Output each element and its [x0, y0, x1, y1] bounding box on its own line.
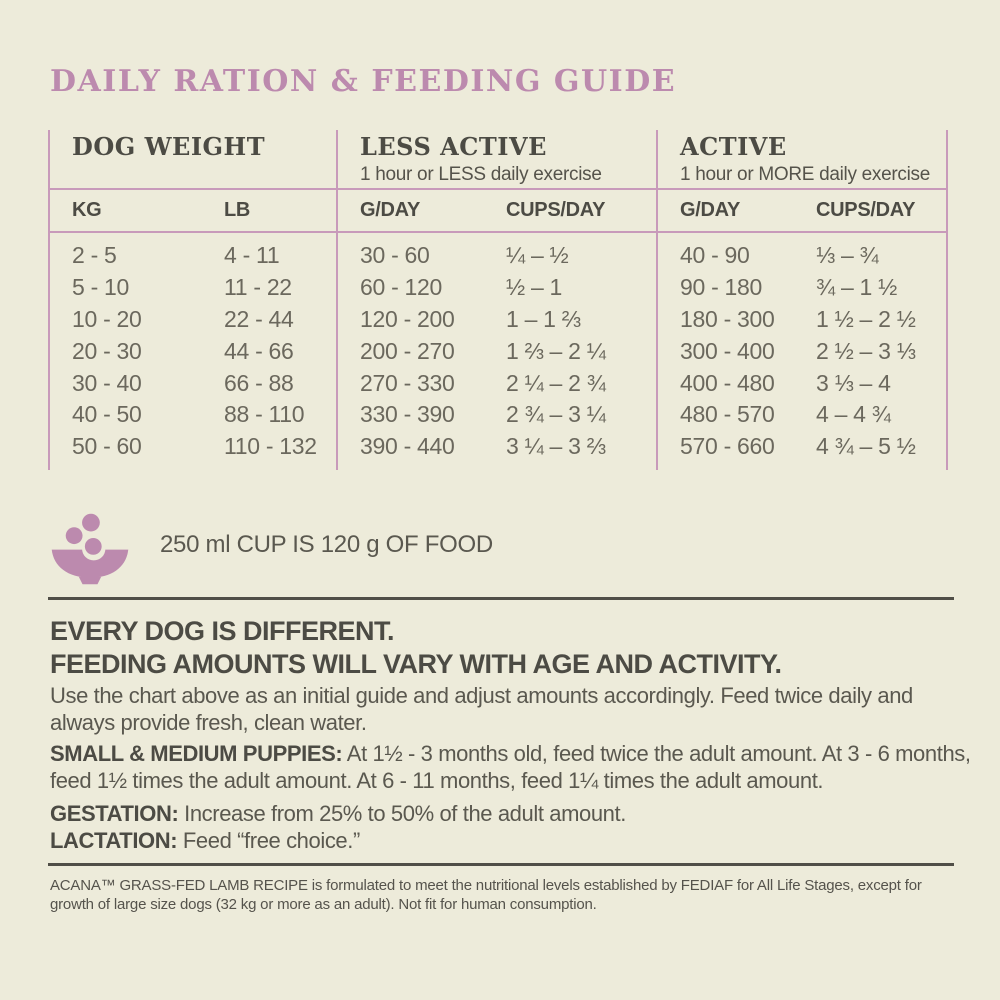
subheader-row	[50, 188, 336, 233]
table-cell-la_g: 330 - 390	[360, 401, 455, 428]
table-cell-a_g: 40 - 90	[680, 242, 750, 269]
table-cell-lb: 88 - 110	[224, 401, 305, 428]
cup-note-text: 250 ml CUP IS 120 g OF FOOD	[160, 531, 493, 558]
table-cell-kg: 2 - 5	[72, 242, 117, 269]
table-cell-a_g: 400 - 480	[680, 369, 775, 396]
lactation-note	[50, 827, 955, 854]
table-cell-la_g: 390 - 440	[360, 433, 455, 460]
table-cell-la_cups: 2 ¼ – 2 ¾	[506, 369, 606, 396]
col-header-gday: G/DAY	[680, 199, 741, 221]
table-group-active	[656, 130, 948, 470]
table-row	[658, 367, 946, 399]
table-cell-a_g: 570 - 660	[680, 433, 775, 460]
table-row	[50, 367, 336, 399]
puppies-label: SMALL & MEDIUM PUPPIES:	[50, 741, 343, 766]
table-cell-a_cups: 2 ½ – 3 ⅓	[816, 337, 916, 364]
table-cell-la_cups: ½ – 1	[506, 274, 563, 301]
table-group-dog-weight	[48, 130, 336, 470]
table-row	[338, 335, 656, 367]
table-cell-lb: 11 - 22	[224, 274, 292, 301]
table-row	[50, 431, 336, 463]
table-cell-a_g: 300 - 400	[680, 337, 775, 364]
table-cell-kg: 50 - 60	[72, 433, 142, 460]
table-cell-lb: 4 - 11	[224, 242, 280, 269]
table-row	[338, 304, 656, 336]
page-title: DAILY RATION & FEEDING GUIDE	[50, 64, 677, 99]
table-group-less-active	[336, 130, 656, 470]
table-cell-la_cups: ¼ – ½	[506, 242, 569, 269]
table-cell-a_g: 180 - 300	[680, 305, 775, 332]
group-subtitle: 1 hour or MORE daily exercise	[680, 164, 931, 185]
table-cell-la_cups: 2 ¾ – 3 ¼	[506, 401, 606, 428]
table-row	[338, 399, 656, 431]
table-cell-kg: 10 - 20	[72, 305, 142, 332]
subheader-row	[658, 188, 946, 233]
gestation-text: Increase from 25% to 50% of the adult amount.	[178, 801, 626, 826]
table-row	[50, 335, 336, 367]
lactation-label: LACTATION:	[50, 828, 178, 853]
col-header-cupsday: CUPS/DAY	[506, 199, 606, 221]
table-row	[658, 304, 946, 336]
table-cell-lb: 110 - 132	[224, 433, 317, 460]
table-body-weight	[50, 233, 336, 463]
table-cell-a_g: 90 - 180	[680, 274, 762, 301]
table-cell-la_g: 60 - 120	[360, 274, 442, 301]
table-row	[658, 272, 946, 304]
table-body-active	[658, 233, 946, 463]
intro-paragraph: Use the chart above as an initial guide and adjust amounts accordingly. Feed twice daily and always provide fresh, clean water.	[50, 683, 913, 735]
table-cell-lb: 66 - 88	[224, 369, 294, 396]
group-title: ACTIVE	[680, 132, 787, 161]
puppies-note	[50, 740, 972, 794]
divider-top	[48, 597, 954, 600]
table-cell-la_g: 270 - 330	[360, 369, 455, 396]
table-cell-a_cups: ¾ – 1 ½	[816, 274, 898, 301]
table-cell-a_cups: ⅓ – ¾	[816, 242, 879, 269]
table-cell-a_cups: 4 ¾ – 5 ½	[816, 433, 916, 460]
gestation-note	[50, 800, 955, 827]
table-row	[658, 399, 946, 431]
group-subtitle: 1 hour or LESS daily exercise	[360, 164, 602, 185]
gestation-label: GESTATION:	[50, 801, 179, 826]
table-cell-kg: 40 - 50	[72, 401, 142, 428]
table-cell-kg: 30 - 40	[72, 369, 142, 396]
group-title: LESS ACTIVE	[360, 132, 547, 161]
table-cell-kg: 5 - 10	[72, 274, 130, 301]
table-row	[50, 399, 336, 431]
group-title: DOG WEIGHT	[72, 132, 266, 161]
table-row	[658, 240, 946, 272]
table-cell-a_cups: 3 ⅓ – 4	[816, 369, 891, 396]
table-cell-la_cups: 1 – 1 ⅔	[506, 305, 581, 332]
table-row	[338, 431, 656, 463]
table-cell-la_g: 30 - 60	[360, 242, 430, 269]
table-row	[50, 304, 336, 336]
table-body-less-active	[338, 233, 656, 463]
table-cell-a_g: 480 - 570	[680, 401, 775, 428]
table-row	[338, 272, 656, 304]
table-row	[338, 240, 656, 272]
regulatory-footnote: ACANA™ GRASS-FED LAMB RECIPE is formulated to meet the nutritional levels established by FEDIAF for All Life Stages, except for growth of large size dogs (32 kg or more as an adult). Not fit for human consumption.	[50, 877, 922, 913]
table-cell-lb: 22 - 44	[224, 305, 294, 332]
lactation-text: Feed “free choice.”	[177, 828, 360, 853]
table-cell-a_cups: 1 ½ – 2 ½	[816, 305, 916, 332]
notes-heading	[50, 615, 782, 681]
subheader-row	[338, 188, 656, 233]
col-header-cupsday: CUPS/DAY	[816, 199, 916, 221]
col-header-lb: LB	[224, 199, 251, 221]
group-header-active	[658, 130, 946, 188]
table-cell-a_cups: 4 – 4 ¾	[816, 401, 891, 428]
col-header-kg: KG	[72, 199, 102, 221]
table-row	[50, 240, 336, 272]
puppies-text: At 1½ - 3 months old, feed twice the adult amount. At 3 - 6 months, feed 1½ times the adult amount. At 6 - 11 months, feed 1¼ times the adult amount.	[50, 741, 971, 793]
table-cell-la_cups: 3 ¼ – 3 ⅔	[506, 433, 606, 460]
table-cell-la_g: 120 - 200	[360, 305, 455, 332]
table-cell-la_g: 200 - 270	[360, 337, 455, 364]
table-cell-kg: 20 - 30	[72, 337, 142, 364]
col-header-gday: G/DAY	[360, 199, 421, 221]
table-cell-la_cups: 1 ⅔ – 2 ¼	[506, 337, 606, 364]
table-row	[658, 431, 946, 463]
group-header-dog-weight	[50, 130, 336, 188]
table-row	[50, 272, 336, 304]
cup-measure-note	[48, 502, 493, 588]
table-row	[658, 335, 946, 367]
heading-line-2: FEEDING AMOUNTS WILL VARY WITH AGE AND ACTIVITY.	[50, 649, 782, 679]
heading-line-1: EVERY DOG IS DIFFERENT.	[50, 616, 395, 646]
bowl-kibble-icon	[48, 502, 132, 588]
table-cell-lb: 44 - 66	[224, 337, 294, 364]
group-header-less-active	[338, 130, 656, 188]
table-row	[338, 367, 656, 399]
feeding-table	[48, 130, 948, 470]
divider-bottom	[48, 863, 954, 866]
